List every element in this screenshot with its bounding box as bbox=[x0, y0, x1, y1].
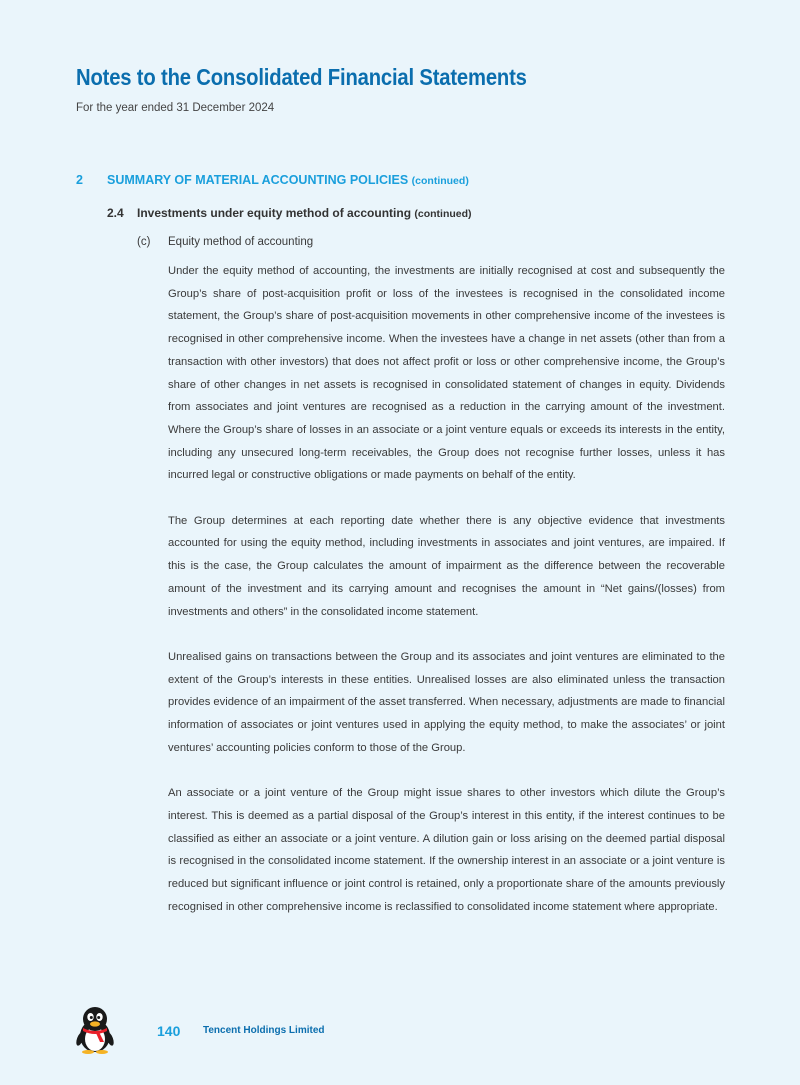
subsection-title: Investments under equity method of accounting bbox=[137, 206, 412, 220]
penguin-mascot-icon bbox=[74, 1006, 116, 1054]
paragraph-impairment: The Group determines at each reporting date whether there is any objective evidence that investments accounted for using the equity method, including investments in associates and joint ventures, are impaired. If this is the case, the Group calculates the amount of impairment as the difference between the recoverable amount of the investment and its carrying amount and recognises the amount in “Net gains/(losses) from investments and others” in the consolidated income statement. bbox=[168, 514, 725, 618]
body-text bbox=[168, 260, 725, 941]
section-number: 2 bbox=[76, 173, 83, 187]
subsection-number: 2.4 bbox=[107, 206, 124, 220]
item-number: (c) bbox=[137, 236, 151, 248]
paragraph-dilution: An associate or a joint venture of the Group might issue shares to other investors which dilute the Group’s interest. This is deemed as a partial disposal of the Group’s interest in this entity, if the interest continues to be classified as either an associate or a joint venture. A dilution gain or loss arising on the deemed partial disposal is recognised in the consolidated income statement. If the ownership interest in an associate or a joint venture is reduced but significant influence or joint control is retained, only a proportionate share of the amounts previously recognised in other comprehensive income is reclassified to consolidated income statement where appropriate. bbox=[168, 787, 725, 913]
page-number: 140 bbox=[157, 1023, 181, 1039]
section-heading bbox=[76, 173, 469, 187]
subsection-heading bbox=[107, 206, 472, 220]
page-title: Notes to the Consolidated Financial Statements bbox=[76, 64, 527, 90]
paragraph-equity-method: Under the equity method of accounting, the investments are initially recognised at cost and subsequently the Group’s share of post-acquisition profit or loss of the investees is recognised in the consolidated income statement, the Group’s share of post-acquisition movements in other comprehensive income of the investees is recognised in other comprehensive income. When the investees have a change in net assets (other than from a transaction with other investors) that does not affect profit or loss or other comprehensive income, the Group’s share of other changes in net assets is recognised in consolidated statement of changes in equity. Dividends from associates and joint ventures are recognised as a reduction in the carrying amount of the investment. Where the Group’s share of losses in an associate or a joint venture equals or exceeds its interests in the entity, including any unsecured long-term receivables, the Group does not recognise further losses, unless it has incurred legal or constructive obligations or made payments on behalf of the entity. bbox=[168, 265, 725, 482]
section-title: SUMMARY OF MATERIAL ACCOUNTING POLICIES bbox=[107, 173, 409, 187]
paragraph-unrealised-gains: Unrealised gains on transactions between the Group and its associates and joint ventures are eliminated to the extent of the Group’s interests in these entities. Unrealised losses are also eliminated unless the transaction provides evidence of an impairment of the asset transferred. When necessary, adjustments are made to financial information of associates or joint ventures used in applying the equity method, to make the associates’ or joint ventures’ accounting policies conform to those of the Group. bbox=[168, 650, 725, 754]
subsection-continued-label: (continued) bbox=[414, 208, 472, 220]
item-heading bbox=[137, 236, 313, 248]
section-continued-label: (continued) bbox=[411, 175, 469, 187]
company-name: Tencent Holdings Limited bbox=[203, 1025, 325, 1036]
item-title: Equity method of accounting bbox=[168, 236, 314, 248]
page-subtitle: For the year ended 31 December 2024 bbox=[76, 102, 275, 114]
